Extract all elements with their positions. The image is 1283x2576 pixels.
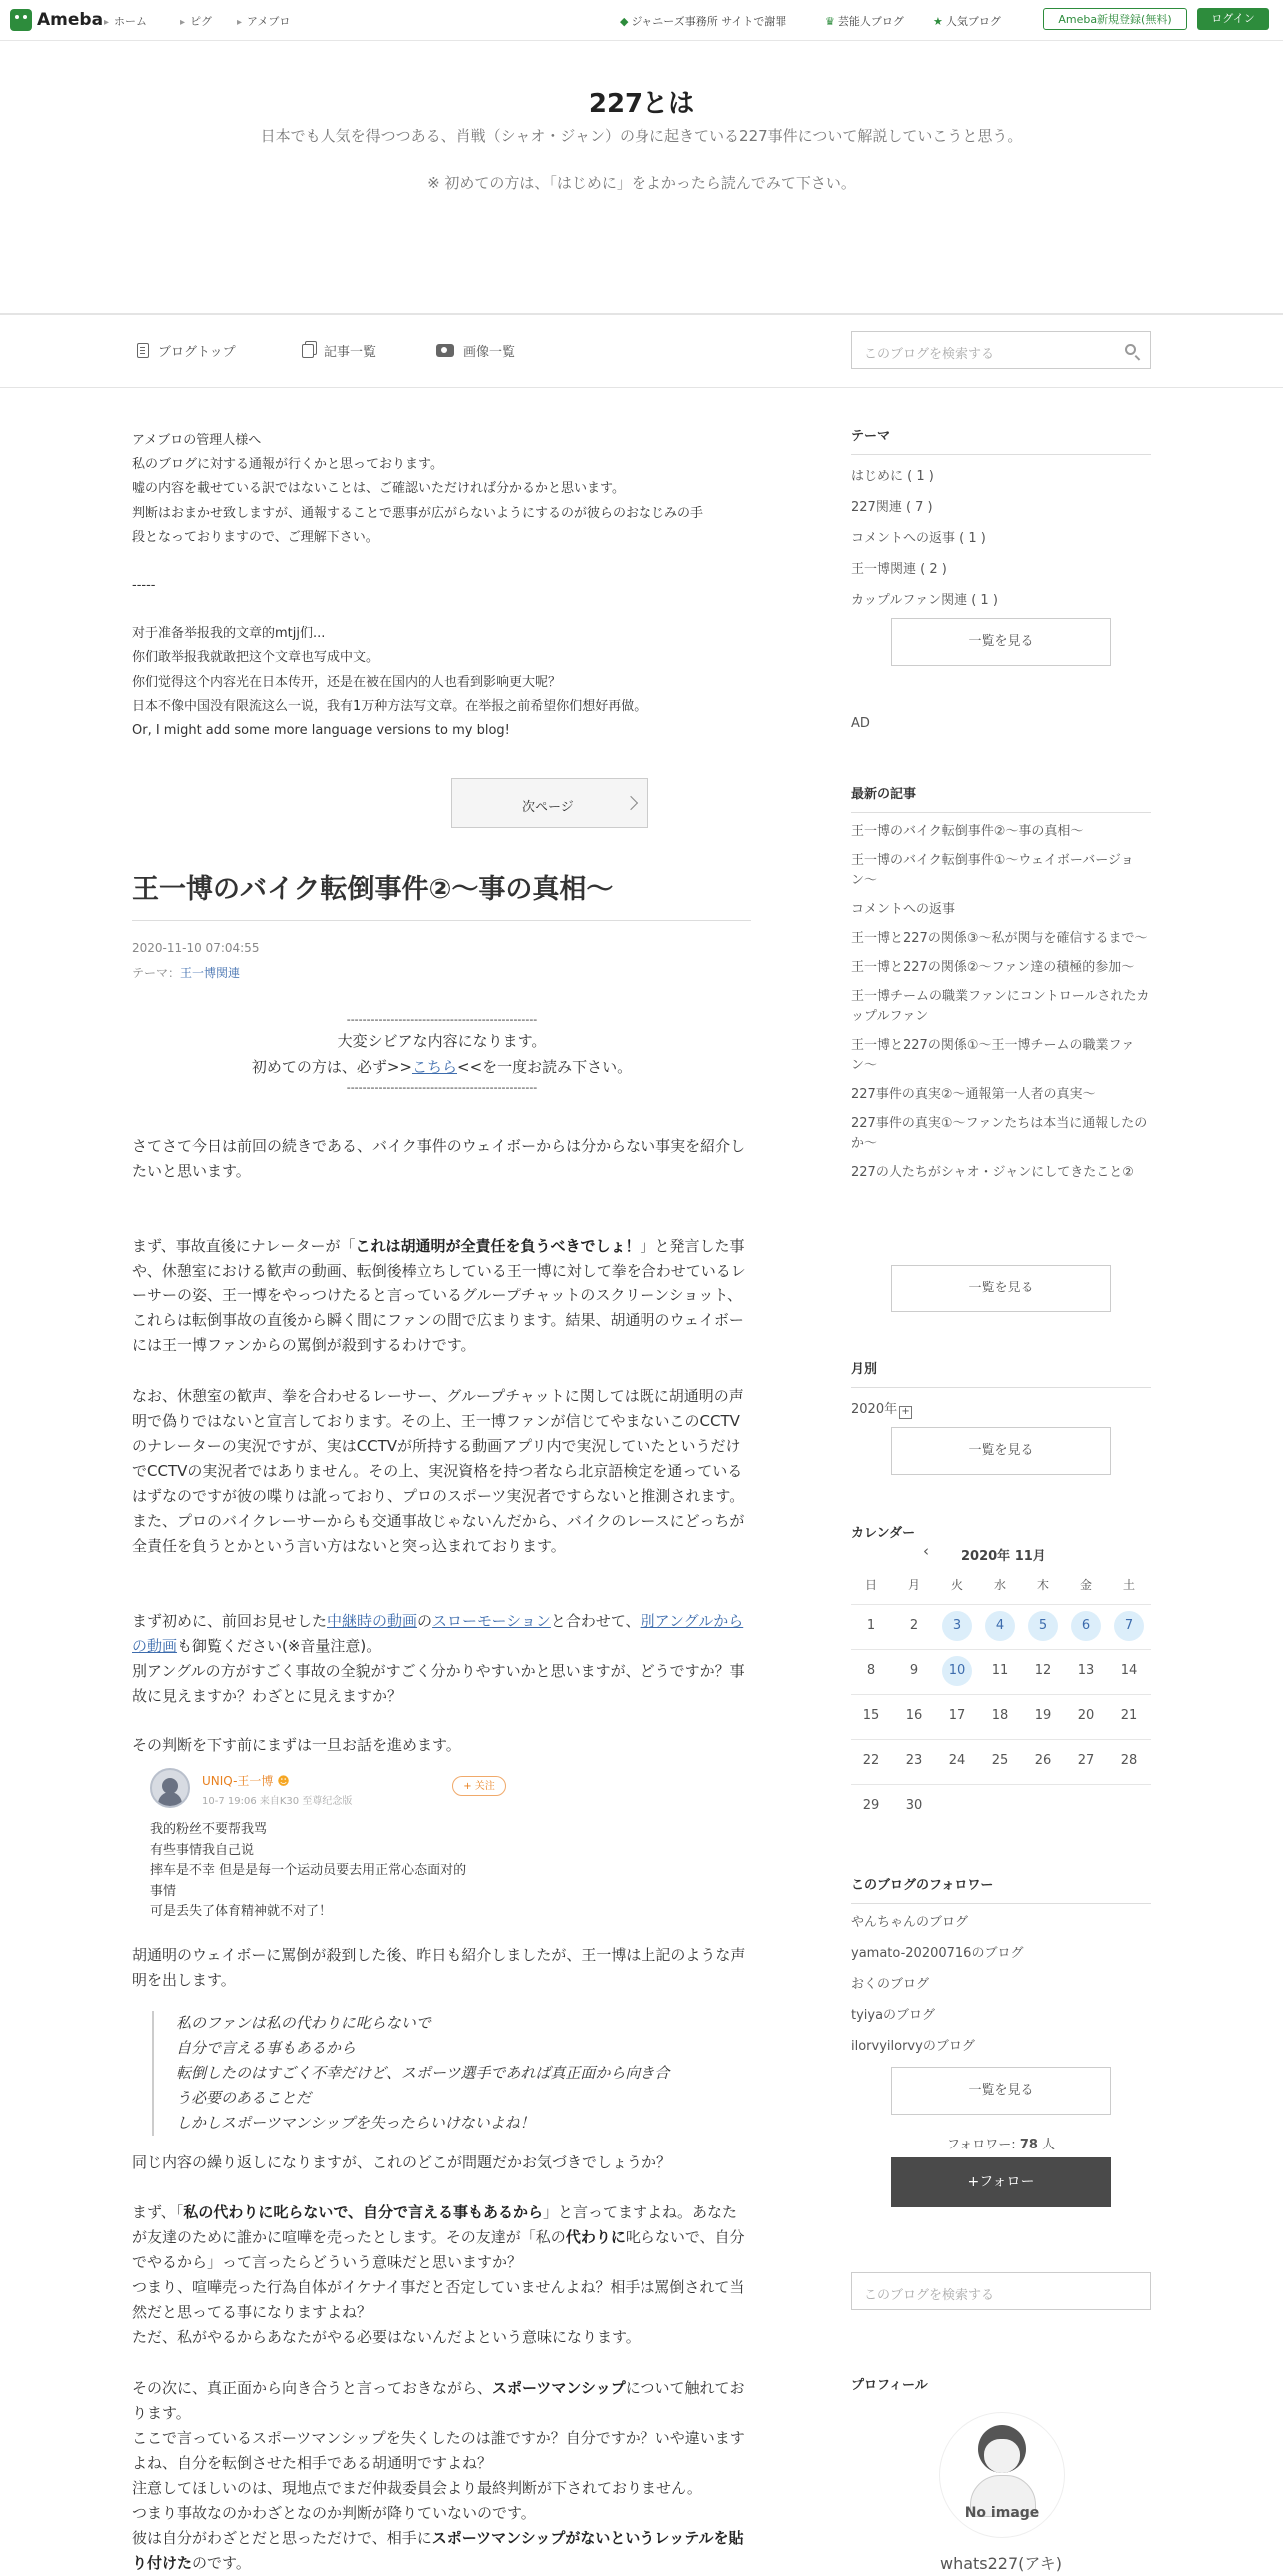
nav-celebrity-blog-link[interactable]: ♛ 芸能人ブログ xyxy=(825,15,904,28)
notice-divider: ----- xyxy=(132,578,156,594)
calendar-day: 23 xyxy=(905,1753,923,1768)
article-paragraph: まず、事故直後にナレーターが「これは胡通明が全責任を負うべきでしょ！」と発言した事や、休憩室における歓声の動画、転倒後棒立ちしている王一博に対して拳を合わせているレーサーの姿、王一博をやっつけたると言っているグループチャットのスクリーンショット、これらは転倒事故の直後から瞬く間にファンの間で広まります。結果、胡通明のウェイボーには王一博ファンからの罵倒が殺到するわけです。 xyxy=(132,1237,746,1354)
article-title[interactable]: 王一博のバイク転倒事件②〜事の真相〜 xyxy=(132,874,614,905)
calendar-day: 17 xyxy=(948,1708,966,1723)
sidebar-search-input[interactable] xyxy=(851,2272,1151,2310)
ameba-logo[interactable]: Ameba xyxy=(10,9,103,31)
documents-icon xyxy=(302,344,314,358)
calendar-day[interactable]: 3 xyxy=(942,1611,972,1641)
intro-link[interactable]: こちら xyxy=(411,1058,457,1076)
sidebar-recent xyxy=(851,783,1151,1183)
recent-article-link[interactable]: 王一博のバイク転倒事件①〜ウェイボーバージョン〜 xyxy=(851,853,1134,888)
article-paragraph: さてさて今日は前回の続きである、バイク事件のウェイボーからは分からない事実を紹介したいと思います。 xyxy=(132,1137,746,1180)
chevron-right-icon xyxy=(624,796,638,810)
calendar-day: 1 xyxy=(866,1618,876,1633)
follower-blog-link[interactable]: ilorvyilorvyのブログ xyxy=(851,2039,975,2054)
notice-line: 你们敢举报我就敢把这个文章也写成中文。 xyxy=(132,650,380,666)
follower-blog-link[interactable]: yamato-20200716のブログ xyxy=(851,1946,1024,1961)
weibo-meta: 10-7 19:06 来自K30 至尊纪念版 xyxy=(202,1796,353,1807)
divider xyxy=(132,920,751,921)
search-placeholder: このブログを検索する xyxy=(864,2288,995,2303)
calendar-row-divider xyxy=(851,1739,1151,1740)
follow-button[interactable]: +フォロー xyxy=(891,2157,1111,2207)
calendar-day: 8 xyxy=(866,1663,876,1678)
notice-line: 你们觉得这个内容光在日本传开，还是在被在国内的人也看到影响更大呢？ xyxy=(132,674,562,690)
article-theme-link[interactable]: 王一博関連 xyxy=(180,966,241,980)
recent-article-link[interactable]: 王一博のバイク転倒事件②〜事の真相〜 xyxy=(851,824,1084,839)
calendar-day: 13 xyxy=(1077,1663,1095,1678)
weekday-label: 火 xyxy=(950,1578,963,1592)
monthly-see-all-button[interactable]: 一覧を見る xyxy=(891,1427,1111,1475)
weibo-post-image xyxy=(150,1768,510,1928)
recent-article-link[interactable]: 227事件の真実①〜ファンたちは本当に通報したのか〜 xyxy=(851,1116,1148,1151)
recent-article-link[interactable]: 227事件の真実②〜通報第一人者の真実〜 xyxy=(851,1087,1096,1102)
calendar-day: 24 xyxy=(948,1753,966,1768)
follower-blog-link[interactable]: おくのブログ xyxy=(851,1977,930,1992)
follower-count: フォロワー: 78 人 xyxy=(946,2138,1056,2152)
blockquote: 私のファンは私の代わりに叱らないで 自分で言える事もあるから 転倒したのはすごく不幸だけど、スポーツ選手であれば真正面から向き合 う必要のあることだ しかしスポーツマンシップを失ったらいけないよね！ xyxy=(152,2011,735,2136)
weekday-label: 月 xyxy=(907,1578,920,1592)
search-placeholder: このブログを検索する xyxy=(864,347,995,362)
monthly-heading: 月別 xyxy=(851,1358,1151,1388)
calendar-day: 12 xyxy=(1034,1663,1052,1678)
calendar-day: 15 xyxy=(862,1708,880,1723)
article-paragraph: まず初めに、前回お見せした中継時の動画のスローモーションと合わせて、別アングルからの動画も御覧ください(※音量注意)。 別アングルの方がすごく事故の全貌がすごく分かりやすいかと思いますが、どうですか？事故に見えますか？わざとに見えますか？ xyxy=(132,1612,745,1705)
blog-title[interactable]: 227とは xyxy=(588,89,695,119)
diamond-icon: ◆ xyxy=(620,15,629,28)
follower-blog-link[interactable]: tyiyaのブログ xyxy=(851,2008,936,2023)
recent-article-link[interactable]: 王一博と227の関係①〜王一博チームの職業ファン〜 xyxy=(851,1038,1135,1073)
recent-see-all-button[interactable]: 一覧を見る xyxy=(891,1265,1111,1312)
calendar-day: 16 xyxy=(905,1708,923,1723)
warning-box: ------------------------------------------------ 大変シビアな内容になります。 初めての方は、必ず>>こちら<<を一度お読み下さい。 ------------------------------------------------ xyxy=(251,1013,633,1094)
plus-box-icon[interactable]: + xyxy=(899,1406,912,1419)
article-paragraph: まず、「私の代わりに叱らないで、自分で言える事もあるから」と言ってますよね。あなたが友達のために誰かに喧嘩を売ったとします。その友達が「私の代わりに叱らないで、自分でやるから」って言ったらどういう意味だと思いますか？ つまり、喧嘩売った行為自体がイケナイ事だと否定していませんよね？相手は罵倒されて当然だと思ってる事になりますよね？ ただ、私がやるからあなたがやる必要はないんだよという意味になります。 xyxy=(132,2203,745,2346)
calendar-day: 22 xyxy=(862,1753,880,1768)
calendar-day: 30 xyxy=(905,1798,923,1813)
subnav-image-list[interactable]: 画像一覧 xyxy=(436,341,515,360)
follower-blog-link[interactable]: やんちゃんのブログ xyxy=(851,1915,969,1930)
nav-popular-blog-link[interactable]: ★ 人気ブログ xyxy=(933,15,1001,28)
subnav-blog-top[interactable]: ブログトップ xyxy=(137,341,236,360)
weekday-label: 日 xyxy=(864,1578,877,1592)
theme-item[interactable]: 227関連 ( 7 ) xyxy=(851,500,933,515)
calendar-day[interactable]: 6 xyxy=(1071,1611,1101,1641)
calendar-day[interactable]: 4 xyxy=(985,1611,1015,1641)
calendar-day[interactable]: 10 xyxy=(942,1656,972,1686)
broadcast-video-link[interactable]: 中継時の動画 xyxy=(327,1612,418,1630)
theme-item[interactable]: はじめに ( 1 ) xyxy=(851,469,934,484)
profile-avatar[interactable] xyxy=(939,2412,1065,2538)
calendar-day: 26 xyxy=(1034,1753,1052,1768)
calendar-day: 11 xyxy=(991,1663,1009,1678)
avatar xyxy=(150,1768,190,1808)
calendar-day[interactable]: 5 xyxy=(1028,1611,1058,1641)
calendar-day: 21 xyxy=(1120,1708,1138,1723)
theme-see-all-button[interactable]: 一覧を見る xyxy=(891,618,1111,666)
article-theme: テーマ：王一博関連 xyxy=(132,966,241,980)
divider xyxy=(0,387,1283,388)
article-paragraph: その次に、真正面から向き合うと言っておきながら、スポーツマンシップについて触れております。 ここで言っているスポーツマンシップを失くしたのは誰ですか？自分ですか？いや違いますよね、自分を転倒させた相手である胡通明ですよね？ 注意してほしいのは、現地点でまだ仲裁委員会より最終判断が下されておりません。 つまり事故なのかわざとなのか判断が降りていないのです。 彼は自分がわざとだと思っただけで、相手にスポーツマンシップがないというレッテルを貼り付けたのです。 xyxy=(132,2379,745,2572)
theme-item[interactable]: コメントへの返事 ( 1 ) xyxy=(851,531,986,546)
calendar-heading: カレンダー xyxy=(851,1526,916,1541)
recent-article-link[interactable]: 王一博チームの職業ファンにコントロールされたカップルファン xyxy=(851,989,1150,1024)
calendar-row-divider xyxy=(851,1784,1151,1785)
notice-line: Or, I might add some more language versions to my blog! xyxy=(132,723,510,739)
next-page-button[interactable]: 次ページ xyxy=(451,778,648,828)
notice-line: 嘘の内容を載せている訳ではないことは、ご確認いただければ分かるかと思います。 xyxy=(132,481,625,497)
weekday-label: 金 xyxy=(1079,1578,1092,1592)
search-icon[interactable] xyxy=(1125,344,1136,355)
subnav-article-list[interactable]: 記事一覧 xyxy=(302,341,376,360)
divider xyxy=(0,313,1283,315)
profile-name[interactable]: whats227(アキ) xyxy=(939,2554,1063,2573)
notice-line: 判断はおまかせ致しますが、通報することで悪事が広がらないようにするのが彼らのおなじみの手 xyxy=(132,505,704,521)
calendar-day[interactable]: 7 xyxy=(1114,1611,1144,1641)
notice-line: 段となっておりますので、ご理解下さい。 xyxy=(132,529,379,545)
prev-month-icon[interactable]: ‹ xyxy=(923,1542,929,1560)
calendar-day: 9 xyxy=(909,1663,919,1678)
calendar-day: 18 xyxy=(991,1708,1009,1723)
sidebar-followers xyxy=(851,1874,1151,2057)
nav-news-link[interactable]: ◆ ジャニーズ事務所 サイトで謝罪 xyxy=(620,15,787,28)
notice-line: 对于准备举报我的文章的mtjj们... xyxy=(132,626,326,642)
other-angle-video-link[interactable]: 別アングルからの動画 xyxy=(132,1612,744,1655)
crown-icon: ♛ xyxy=(825,15,835,28)
sidebar-monthly xyxy=(851,1358,1151,1420)
calendar-day: 2 xyxy=(909,1618,919,1633)
login-button[interactable]: ログイン xyxy=(1197,8,1269,30)
ad-label: AD xyxy=(851,716,870,731)
article-paragraph: 胡通明のウェイボーに罵倒が殺到した後、昨日も紹介しましたが、王一博は上記のような声明を出します。 xyxy=(132,1946,746,1989)
global-header xyxy=(0,0,1283,41)
recent-article-link[interactable]: 227の人たちがシャオ・ジャンにしてきたこと② xyxy=(851,1165,1134,1180)
notice-line: 日本不像中国没有限流这么一说，我有1万种方法写文章。在举报之前希望你们想好再做。 xyxy=(132,698,647,714)
month-archive-link[interactable]: 2020年 + xyxy=(851,1400,1151,1420)
recent-heading: 最新の記事 xyxy=(851,783,1151,813)
theme-item[interactable]: 王一博関連 ( 2 ) xyxy=(851,562,947,577)
weibo-text: 我的粉丝不要帮我骂 有些事情我自己说 摔车是不幸 但是是每一个运动员要去用正常心态面对的 事情 可是丢失了体育精神就不对了！ xyxy=(150,1822,467,1919)
notice-line: 私のブログに対する通報が行くかと思っております。 xyxy=(132,457,443,473)
article-paragraph: その判断を下す前にまずは一旦お話を進めます。 xyxy=(132,1736,461,1754)
ameba-logo-icon xyxy=(10,9,32,31)
calendar-day: 19 xyxy=(1034,1708,1052,1723)
no-image-label: No image xyxy=(964,2505,1040,2521)
weibo-username: UNIQ-王一博 ☻ xyxy=(202,1774,290,1788)
nav-pigg-link[interactable]: ▸ ピグ xyxy=(180,13,212,29)
recent-article-link[interactable]: コメントへの返事 xyxy=(851,902,956,917)
article-paragraph: 同じ内容の繰り返しになりますが、これのどこが問題だかお気づきでしょうか？ xyxy=(132,2153,672,2171)
calendar-day: 28 xyxy=(1120,1753,1138,1768)
article-paragraph: なお、休憩室の歓声、拳を合わせるレーサー、グループチャットに関しては既に胡通明の声明で偽りではないと宣言しております。その上、王一博ファンが信じてやまないこのCCTVのナレーターの実況ですが、実はCCTVが所持する動画アプリ内で実況していたというだけでCCTVの実況者ではありません。その上、実況資格を持つ者なら北京語検定を通っているはずなのですが彼の喋りは訛っており、プロのスポーツ実況者ですらないと推測されます。また、プロのバイクレーサーからも交通事故じゃないんだから、バイクのレースにどっちが全責任を負うとかという言い方はないと突っ込まれております。 xyxy=(132,1387,745,1555)
document-icon xyxy=(137,343,149,358)
weekday-label: 水 xyxy=(993,1578,1006,1592)
calendar-day: 29 xyxy=(862,1798,880,1813)
calendar-row-divider xyxy=(851,1604,1151,1605)
admin-notice xyxy=(132,429,751,743)
star-icon: ★ xyxy=(933,15,943,28)
weekday-label: 木 xyxy=(1036,1578,1049,1592)
calendar-month: 2020年 11月 xyxy=(961,1549,1046,1564)
followers-heading: このブログのフォロワー xyxy=(851,1874,1151,1904)
slow-motion-link[interactable]: スローモーション xyxy=(432,1612,551,1630)
nav-ameblo-link[interactable]: ▸ アメブロ xyxy=(237,13,290,29)
followers-see-all-button[interactable]: 一覧を見る xyxy=(891,2067,1111,2115)
blog-search-input[interactable] xyxy=(851,331,1151,369)
theme-heading: テーマ xyxy=(851,426,1151,455)
calendar-day: 25 xyxy=(991,1753,1009,1768)
theme-item[interactable]: カップルファン関連 ( 1 ) xyxy=(851,593,998,608)
calendar-day: 14 xyxy=(1120,1663,1138,1678)
weekday-label: 土 xyxy=(1122,1578,1135,1592)
sidebar-theme xyxy=(851,426,1151,611)
camera-icon xyxy=(436,344,454,357)
recent-article-link[interactable]: 王一博と227の関係②〜ファン達の積極的参加〜 xyxy=(851,960,1135,975)
blog-note: ※ 初めての方は、「はじめに」をよかったら読んでみて下さい。 xyxy=(427,174,856,192)
recent-article-link[interactable]: 王一博と227の関係③〜私が関与を確信するまで〜 xyxy=(851,931,1148,946)
blog-description: 日本でも人気を得つつある、肖戦（シャオ・ジャン）の身に起きている227事件について解説していこうと思う。 xyxy=(260,127,1023,145)
register-button[interactable]: Ameba新規登録(無料) xyxy=(1043,8,1187,30)
calendar-day: 27 xyxy=(1077,1753,1095,1768)
calendar-row-divider xyxy=(851,1694,1151,1695)
weibo-follow-badge: + 关注 xyxy=(452,1776,506,1796)
calendar-row-divider xyxy=(851,1649,1151,1650)
notice-line: アメブロの管理人様へ xyxy=(132,433,262,448)
article-date: 2020-11-10 07:04:55 xyxy=(132,941,260,955)
profile-heading: プロフィール xyxy=(851,2378,928,2393)
nav-home-link[interactable]: ▸ ホーム xyxy=(104,13,147,29)
calendar-day: 20 xyxy=(1077,1708,1095,1723)
